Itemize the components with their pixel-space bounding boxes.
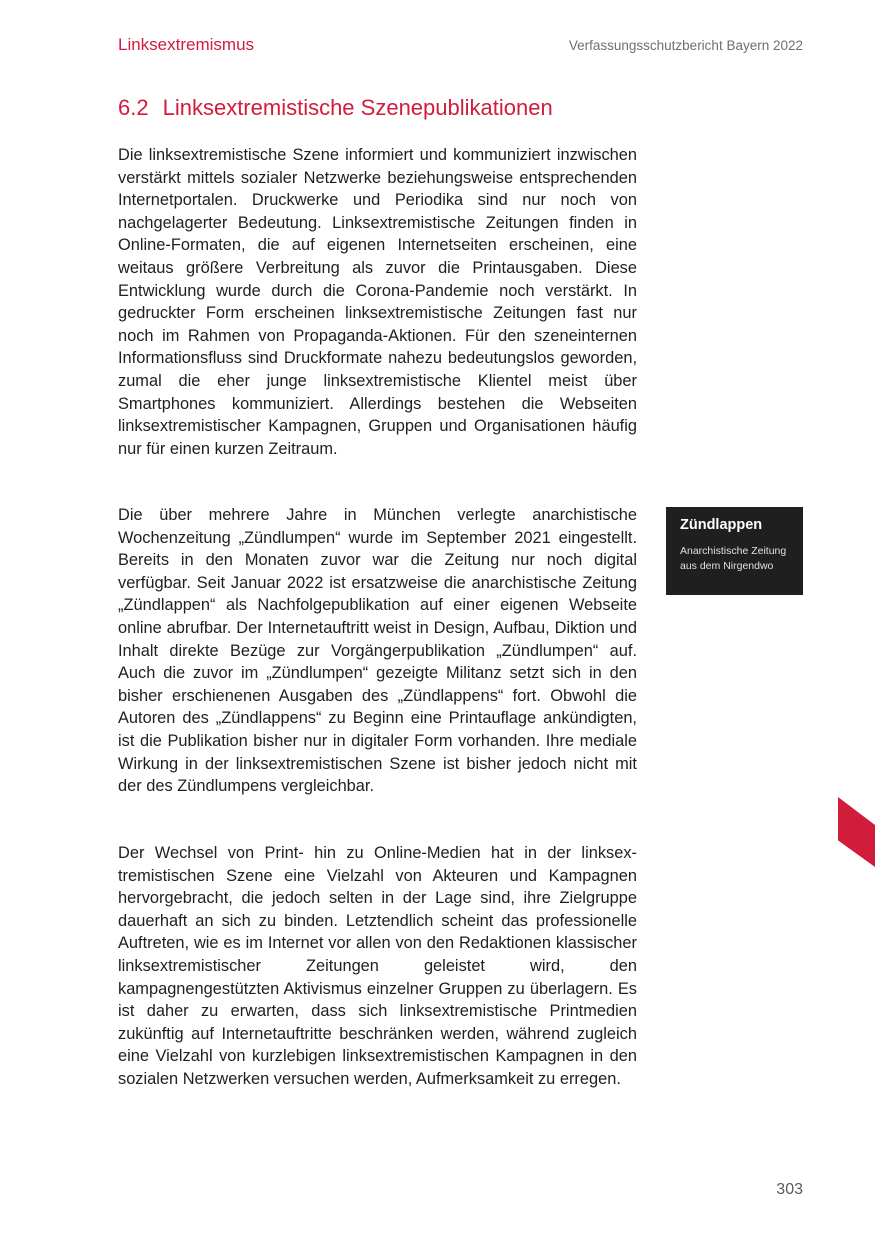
section-heading [118, 95, 553, 121]
running-head-section: Linksextremismus [118, 35, 255, 54]
section-title: Linksextremistische Szenepublikationen [162, 95, 553, 120]
body-paragraph: Die über mehrere Jahre in München verlegte anarchistische Wochenzeitung „Zündlumpen“ wurde im September 2021 eingestellt. Bereits in den Monaten zuvor war die Zeitung nur noch digital verfügbar. Seit Januar 2022 ist ersatzweise die anarchistische Zeitung „Zündlappen“ als Nachfolgepublikation auf einer eigenen Webseite online abrufbar. Der Internetauftritt weist in Design, Aufbau, Diktion und Inhalt direkte Bezüge zur Vorgängerpublikation „Zündlumpen“ auf. Auch die zuvor im „Zündlumpen“ gezeigte Militanz setzt sich in den bisher erschienenen Ausgaben des „Zündlappens“ fort. Obwohl die Autoren des „Zündlappens“ zu Beginn eine Printauflage ankündigten, ist die Publikation bisher nur in digitaler Form vorhanden. Ihre mediale Wirkung in der linksextremistischen Szene ist bisher jedoch nicht mit der des Zündlumpens vergleichbar. [118, 506, 637, 796]
running-head-publication: Verfassungsschutzbericht Bayern 2022 [568, 38, 803, 53]
page-number: 303 [776, 1181, 803, 1198]
sidebar-box-subtitle-line: Anarchistische Zeitung [680, 545, 787, 557]
body-paragraph-3-block [118, 842, 637, 1091]
body-paragraph: Der Wechsel von Print- hin zu Online-Medien hat in der linksextremistischen Szene eine Vielzahl von Akteuren und Kampagnen hervorgebracht, die jedoch selten in der Lage sind, ihre Zielgruppe dauerhaft an sich zu binden. Letztendlich scheint das professionelle Auftreten, wie es im Internet vor allen von den Redaktionen klassischer linksextremistischer Zeitungen geleistet wird, den kampagnengestützten Aktivismus einzelner Gruppen zu überlagern. Es ist daher zu erwarten, dass sich linksextremistische Printmedien zukünftig auf Internetauftritte beschränken werden, während zugleich eine Vielzahl von kurzlebigen linksextremistischen Kampagnen in den sozialen Netzwerken versuchen werden, Aufmerksamkeit zu erregen. [118, 844, 637, 1088]
body-paragraph: Die linksextremistische Szene informiert und kommuniziert inzwischen verstärkt mittels sozialer Netzwerke beziehungsweise entsprechenden Internetportalen. Druckwerke und Periodika sind nur noch von nachgelagerter Bedeutung. Linksextremistische Zeitungen finden in Online-Formaten, die auf eigenen Internetseiten erscheinen, eine weitaus größere Verbreitung als zuvor die Printausgaben. Diese Entwicklung wurde durch die Corona-Pandemie noch verstärkt. In gedruckter Form erscheinen linksextremistische Zeitungen fast nur noch im Rahmen von Propaganda-Aktionen. Für den szeneinternen Informationsfluss sind Druckformate nahezu bedeutungslos geworden, zumal die eher junge linksextremistische Klientel meist über Smartphones kommuniziert. Allerdings bestehen die Webseiten linksextremistischer Kampagnen, Gruppen und Organisationen häufig nur für einen kurzen Zeitraum. [118, 146, 637, 458]
chapter-tab-marker [838, 797, 875, 867]
sidebar-box-subtitle [680, 544, 789, 574]
body-paragraph-1-block [118, 144, 637, 460]
sidebar-box-title: Zündlappen [680, 517, 763, 533]
body-paragraph-2-block [118, 504, 637, 798]
sidebar-publication-box [666, 507, 803, 595]
section-number: 6.2 [118, 95, 149, 120]
sidebar-box-subtitle-line: aus dem Nirgendwo [680, 560, 774, 572]
